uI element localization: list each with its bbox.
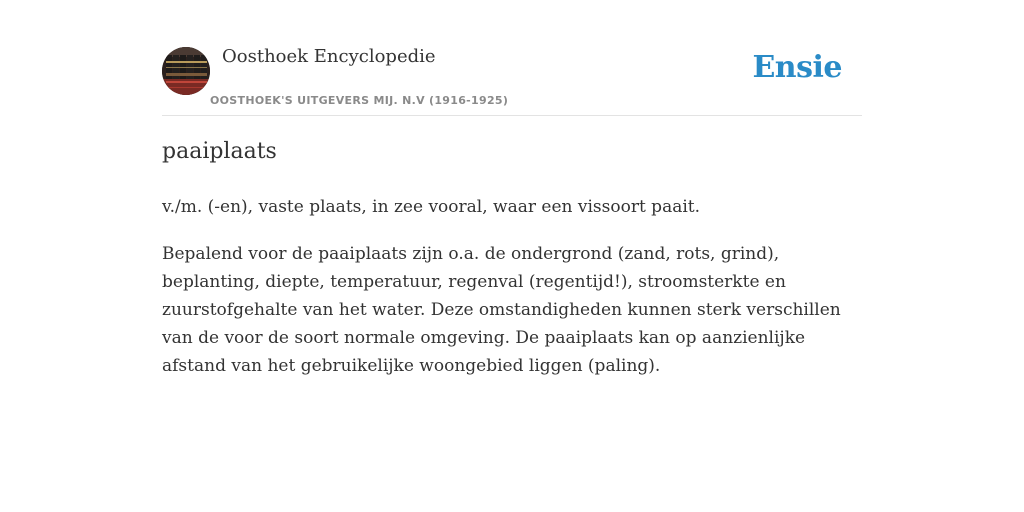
entry-body: Bepalend voor de paaiplaats zijn o.a. de ondergrond (zand, rots, grind), beplanting, diepte, temperatuur, regenval (regentijd!), stroomsterkte en zuurstofgehalte van het water. Deze omstandigheden kunnen sterk verschillen van de voor de soort normale omgeving. De paaiplaats kan op aanzienlijke afstand van het gebruikelijke woongebied liggen (paling).: [162, 244, 841, 376]
entry-card: [162, 0, 862, 376]
entry-title: paaiplaats: [162, 139, 277, 164]
entry-definition: v./m. (-en), vaste plaats, in zee vooral, waar een vissoort paait.: [162, 197, 701, 217]
source-title[interactable]: Oosthoek Encyclopedie: [222, 46, 436, 67]
source-avatar[interactable]: [162, 47, 210, 95]
encyclopedia-books-icon: [162, 47, 210, 95]
ensie-logo[interactable]: Ensie: [752, 50, 842, 85]
source-header: [162, 0, 862, 116]
source-subtitle: OOSTHOEK'S UITGEVERS MIJ. N.V (1916-1925): [210, 94, 509, 107]
